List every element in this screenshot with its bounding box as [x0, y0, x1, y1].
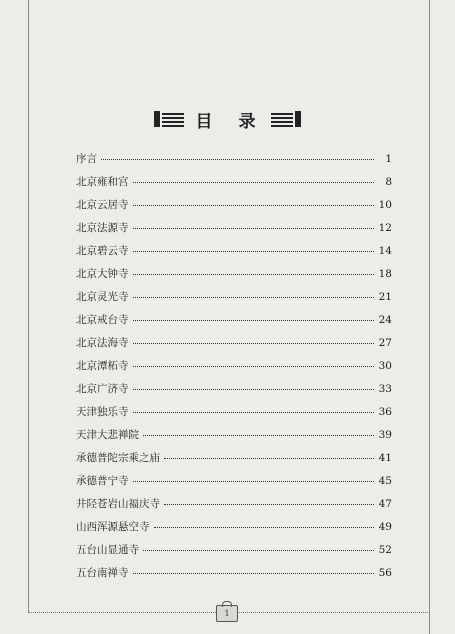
toc-entry[interactable]: [76, 243, 392, 266]
toc-leader-dots: [133, 411, 375, 413]
toc-leader-dots: [133, 181, 375, 183]
toc-entry-title: 北京潭柘寺: [76, 360, 129, 372]
toc-entry-page: 36: [378, 406, 392, 418]
toc-entry-page: 45: [378, 475, 392, 487]
toc-entry[interactable]: [76, 496, 392, 519]
right-ornament-icon: [271, 111, 301, 127]
toc-entry-title: 五台南禅寺: [76, 567, 129, 579]
toc-entry-title: 北京戒台寺: [76, 314, 129, 326]
toc-entry[interactable]: [76, 542, 392, 565]
toc-leader-dots: [133, 296, 375, 298]
toc-leader-dots: [133, 480, 375, 482]
page-number: 1: [224, 609, 230, 618]
toc-entry-title: 北京法海寺: [76, 337, 129, 349]
toc-leader-dots: [133, 388, 375, 390]
toc-entry[interactable]: [76, 519, 392, 542]
toc-leader-dots: [133, 342, 375, 344]
toc-entry-page: 56: [378, 567, 392, 579]
toc-entry[interactable]: [76, 151, 392, 174]
toc-entry-page: 27: [378, 337, 392, 349]
toc-entry-title: 天津大悲禅院: [76, 429, 139, 441]
toc-entry-page: 21: [378, 291, 392, 303]
toc-leader-dots: [133, 273, 375, 275]
toc-entry[interactable]: [76, 220, 392, 243]
toc-leader-dots: [101, 158, 374, 160]
toc-entry[interactable]: [76, 358, 392, 381]
toc-entry-page: 8: [385, 176, 392, 188]
left-ornament-icon: [154, 111, 184, 127]
toc-leader-dots: [133, 227, 375, 229]
toc-entry-title: 序言: [76, 153, 97, 165]
toc-leader-dots: [133, 365, 375, 367]
toc-entry-title: 北京广济寺: [76, 383, 129, 395]
toc-entry-page: 12: [378, 222, 392, 234]
toc-entry-title: 北京大钟寺: [76, 268, 129, 280]
toc-entry-title: 北京灵光寺: [76, 291, 129, 303]
frame-left-line: [28, 0, 29, 612]
toc-entry-title: 井陉苍岩山福庆寺: [76, 498, 160, 510]
toc-entry-page: 47: [378, 498, 392, 510]
toc-entry-title: 北京雍和宫: [76, 176, 129, 188]
toc-leader-dots: [154, 526, 375, 528]
toc-leader-dots: [164, 503, 374, 505]
toc-entry-page: 39: [378, 429, 392, 441]
toc-leader-dots: [143, 434, 374, 436]
toc-entry-page: 41: [378, 452, 392, 464]
toc-leader-dots: [133, 319, 375, 321]
toc-entry[interactable]: [76, 565, 392, 588]
toc-entry[interactable]: [76, 427, 392, 450]
toc-leader-dots: [133, 204, 375, 206]
toc-entry-page: 18: [378, 268, 392, 280]
toc-entry-page: 10: [378, 199, 392, 211]
toc-entry[interactable]: [76, 266, 392, 289]
toc-entry[interactable]: [76, 174, 392, 197]
toc-entry-title: 承德普陀宗乘之庙: [76, 452, 160, 464]
toc-entry-title: 北京云居寺: [76, 199, 129, 211]
toc-entry-page: 1: [385, 153, 392, 165]
toc-entry-title: 天津独乐寺: [76, 406, 129, 418]
toc-entry[interactable]: [76, 335, 392, 358]
table-of-contents: [76, 151, 392, 588]
toc-leader-dots: [164, 457, 374, 459]
toc-entry[interactable]: [76, 473, 392, 496]
toc-entry[interactable]: [76, 404, 392, 427]
page-number-badge: [216, 605, 238, 622]
toc-leader-dots: [133, 250, 375, 252]
toc-entry-title: 北京法源寺: [76, 222, 129, 234]
toc-entry[interactable]: [76, 289, 392, 312]
toc-leader-dots: [143, 549, 374, 551]
toc-entry[interactable]: [76, 197, 392, 220]
toc-entry-title: 五台山显通寺: [76, 544, 139, 556]
toc-entry-page: 30: [378, 360, 392, 372]
toc-entry-page: 24: [378, 314, 392, 326]
toc-entry-title: 北京碧云寺: [76, 245, 129, 257]
toc-entry-page: 14: [378, 245, 392, 257]
toc-leader-dots: [133, 572, 375, 574]
toc-entry-page: 49: [378, 521, 392, 533]
frame-right-line: [429, 0, 430, 634]
toc-entry[interactable]: [76, 312, 392, 335]
toc-entry-title: 山西浑源悬空寺: [76, 521, 150, 533]
page-title: 目 录: [195, 111, 266, 132]
toc-entry-title: 承德普宁寺: [76, 475, 129, 487]
toc-entry-page: 52: [378, 544, 392, 556]
toc-entry[interactable]: [76, 381, 392, 404]
toc-entry-page: 33: [378, 383, 392, 395]
toc-entry[interactable]: [76, 450, 392, 473]
toc-heading: [0, 106, 455, 132]
